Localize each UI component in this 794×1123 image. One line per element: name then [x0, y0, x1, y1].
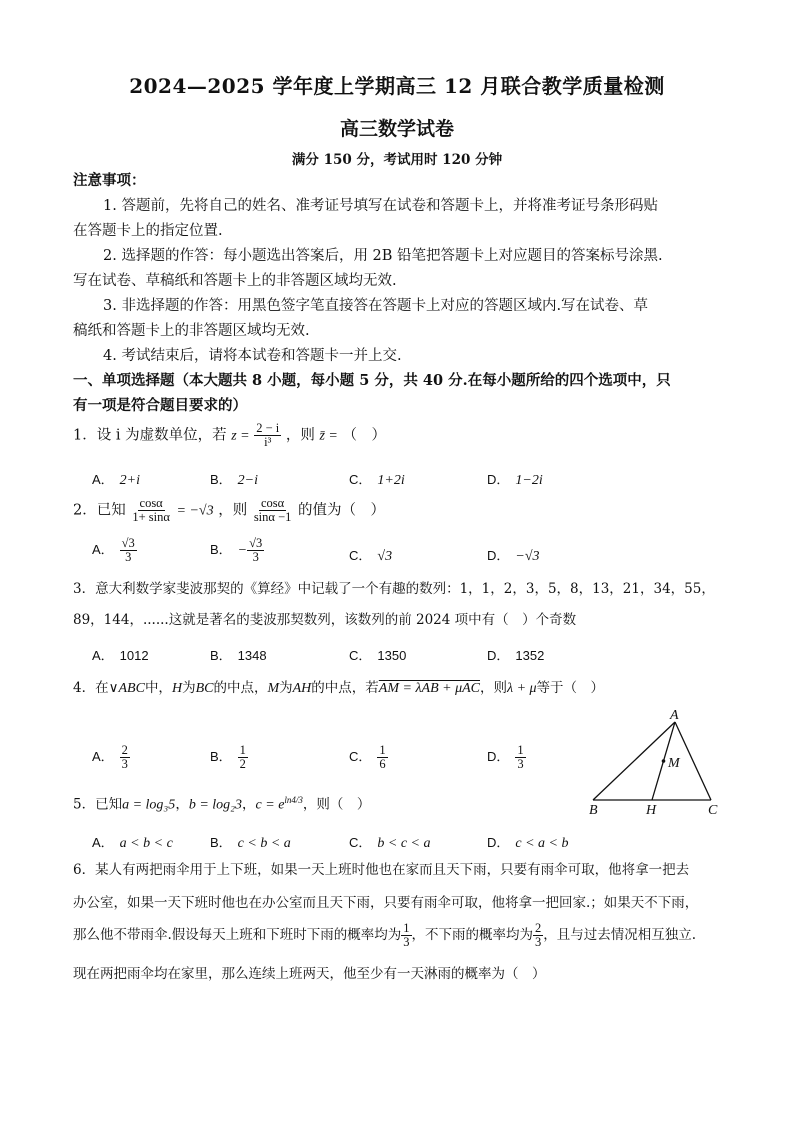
q2-fraction-2: $\frac{\cos\alpha}{\sin\alpha -1}$ [253, 496, 292, 525]
notice-line-3a: 3. 非选择题的作答：用黑色签字笔直接答在答题卡上对应的答题区域内.写在试卷、草 [103, 298, 649, 314]
q4-option-d[interactable]: D． $\frac{1}{3}$ [487, 743, 524, 772]
notice-line-1b: 在答题卡上的指定位置. [73, 223, 223, 239]
question-6-line-2: 办公室，如果一天下班时他也在办公室而且天下雨，只要有雨伞可取，他将拿一把回家.；如果天不下雨， [73, 895, 699, 911]
q3-option-a[interactable]: A． 1012 [92, 648, 149, 663]
q1-lhs: z = [231, 428, 250, 444]
question-3-line-1: 3．意大利数学家斐波那契的《算经》中记载了一个有趣的数列：1，1，2，3，5，8，13，21，34，55， [73, 581, 715, 597]
q3-option-c[interactable]: C． 1350 [349, 648, 407, 663]
q2-prefix: 2．已知 [73, 502, 126, 519]
q3-option-b[interactable]: B． 1348 [210, 648, 267, 663]
point-m-dot [662, 759, 666, 763]
notice-heading: 注意事项： [73, 172, 146, 189]
q1-mid: ，则 [285, 427, 315, 444]
label-h: H [646, 803, 657, 818]
label-b: B [589, 803, 598, 818]
label-m: M [668, 756, 680, 771]
section-heading-line-2: 有一项是符合题目要求的） [73, 397, 247, 414]
q1-den: i³ [264, 435, 272, 450]
q5-option-c[interactable]: C． b < c < a [349, 835, 431, 851]
q2-option-b[interactable]: B． − $\frac{√3}{3}$ [210, 536, 263, 565]
q3-option-d[interactable]: D． 1352 [487, 648, 545, 663]
q4-triangle-figure [585, 706, 725, 818]
q4-option-b[interactable]: B． $\frac{1}{2}$ [210, 743, 246, 772]
q4-vector-equation: AM = λAB + μAC [378, 681, 480, 696]
exam-subtitle: 高三数学试卷 [339, 118, 454, 140]
q2-mid: ，则 [218, 502, 248, 519]
question-1-stem [73, 422, 386, 449]
triangle-side-ac [675, 722, 711, 800]
section-heading-line-1: 一、单项选择题（本大题共 8 小题，每小题 5 分，共 40 分.在每小题所给的四个选项中，只 [73, 372, 671, 389]
exam-info: 满分 150 分，考试用时 120 分钟 [291, 152, 503, 168]
label-a: A [670, 708, 679, 723]
q4-option-a[interactable]: A． $\frac{2}{3}$ [92, 743, 128, 772]
exam-title: 2024—2025 学年度上学期高三 12 月联合教学质量检测 [129, 74, 665, 98]
q2-suffix: 的值为（ ） [297, 502, 385, 519]
q2-fraction-1: $\frac{\cos\alpha}{1+ \sin\alpha}$ [132, 496, 170, 525]
question-6-line-1: 6．某人有两把雨伞用于上下班，如果一天上班时他也在家而且天下雨，只要有雨伞可取，他将拿一把去 [73, 862, 690, 878]
q1-suffix: （ ） [342, 427, 386, 444]
q1-fraction [254, 422, 281, 449]
notice-line-2a: 2. 选择题的作答：每小题选出答案后，用 2B 铅笔把答题卡上对应题目的答案标号涂黑. [103, 248, 663, 264]
question-6-line-3: 那么他不带雨伞.假设每天上班和下班时下雨的概率均为 $\frac{1}{3}$ ，不下雨的概率均为 $\frac{2}{3}$ ，且与过去情况相互独立. [73, 921, 697, 950]
q1-rhs: z̄ = [319, 428, 338, 444]
q5-option-b[interactable]: B． c < b < a [210, 835, 291, 851]
q4-option-c[interactable]: C． $\frac{1}{6}$ [349, 743, 386, 772]
q1-prefix: 1．设 i 为虚数单位，若 [73, 427, 227, 444]
notice-line-4: 4. 考试结束后，请将本试卷和答题卡一并上交. [103, 348, 402, 364]
q1-option-c[interactable]: C． 1+2i [349, 472, 405, 488]
question-5-stem: 5．已知a = log₃5，b = log₂3，$c = e^{ln4/3}$，则（ ） [73, 795, 371, 813]
q2-option-d[interactable]: D． −√3 [487, 548, 540, 564]
q1-num: 2 − i [256, 421, 280, 435]
q2-option-c[interactable]: C． √3 [349, 548, 393, 564]
notice-line-2b: 写在试卷、草稿纸和答题卡上的非答题区域均无效. [73, 273, 397, 289]
notice-line-1a: 1. 答题前，先将自己的姓名、准考证号填写在试卷和答题卡上，并将准考证号条形码贴 [103, 198, 658, 214]
question-4-stem: 4．在∨ABC中，H为BC的中点，M为AH的中点，若AM = λAB + μAC，则λ + μ等于（ ） [73, 680, 605, 696]
q1-option-a[interactable]: A． 2+i [92, 472, 141, 488]
q1-option-b[interactable]: B． 2−i [210, 472, 259, 488]
label-c: C [708, 803, 718, 818]
question-2-stem [73, 497, 385, 524]
notice-line-3b: 稿纸和答题卡上的非答题区域均无效. [73, 323, 310, 339]
question-6-line-4: 现在两把雨伞均在家里，那么连续上班两天，他至少有一天淋雨的概率为（ ） [73, 966, 546, 982]
q2-option-a[interactable]: A． $\frac{√3}{3}$ [92, 536, 135, 565]
q5-option-a[interactable]: A． a < b < c [92, 835, 173, 851]
q1-option-d[interactable]: D． 1−2i [487, 472, 543, 488]
question-3-line-2: 89，144，......这就是著名的斐波那契数列，该数列的前 2024 项中有（ ）个奇数 [73, 612, 577, 628]
q5-option-d[interactable]: D． c < a < b [487, 835, 569, 851]
q2-eq: = −√3 [176, 503, 214, 519]
